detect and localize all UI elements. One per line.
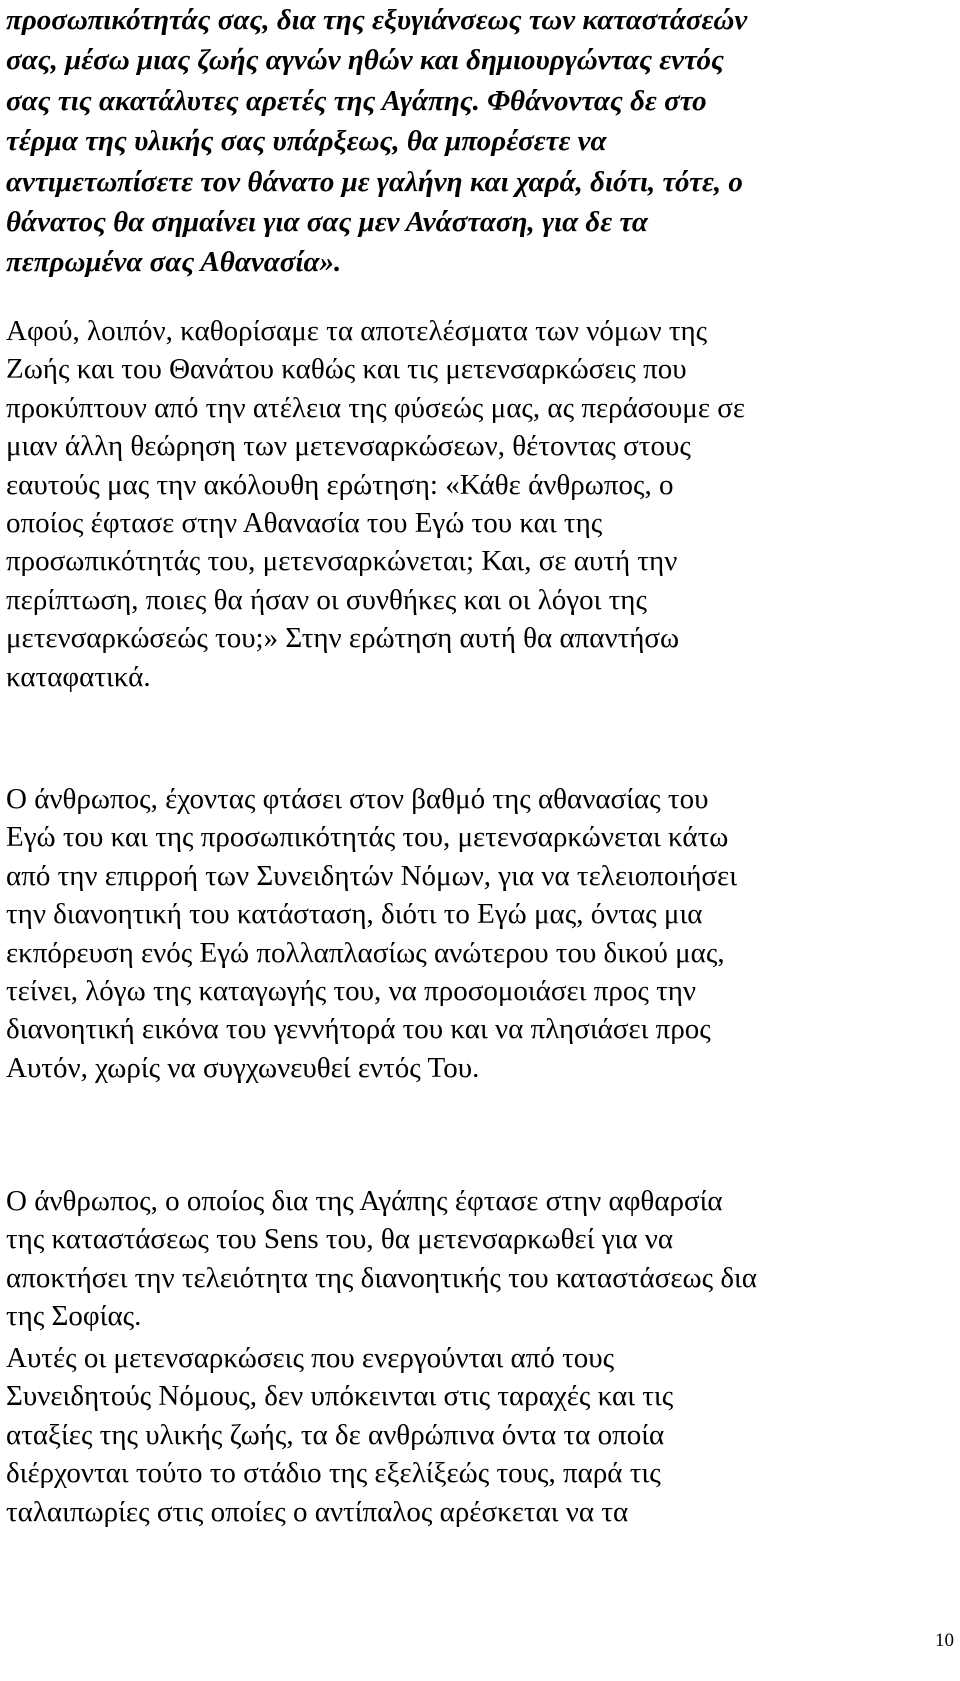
text-line: αταξίες της υλικής ζωής, τα δε ανθρώπινα όντα τα οποία: [6, 1418, 665, 1451]
text-line: Αυτόν, χωρίς να συγχωνευθεί εντός Του.: [6, 1051, 480, 1084]
text-line: Συνειδητούς Νόμους, δεν υπόκεινται στις ταραχές και τις: [6, 1380, 674, 1413]
text-line: οποίος έφτασε στην Αθανασία του Εγώ του και της: [6, 507, 603, 540]
text-line: ταλαιπωρίες στις οποίες ο αντίπαλος αρέσκεται να τα: [6, 1495, 629, 1528]
paragraph-italic-quote: [6, 0, 747, 283]
text-line: την διανοητική του κατάσταση, διότι το Εγώ μας, όντας μια: [6, 898, 703, 931]
text-line: αποκτήσει την τελειότητα της διανοητικής του καταστάσεως δια: [6, 1261, 757, 1294]
text-line: πεπρωμένα σας Αθανασία».: [6, 246, 342, 279]
text-line: σας τις ακατάλυτες αρετές της Αγάπης. Φθάνοντας δε στο: [6, 84, 707, 117]
text-line: της Σοφίας.: [6, 1300, 142, 1333]
text-line: Αυτές οι μετενσαρκώσεις που ενεργούνται από τους: [6, 1342, 615, 1374]
paragraph-5: [6, 1339, 673, 1531]
text-line: διέρχονται τούτο το στάδιο της εξελίξεώς τους, παρά τις: [6, 1457, 661, 1490]
text-line: Ο άνθρωπος, ο οποίος δια της Αγάπης έφτασε στην αφθαρσία: [6, 1185, 723, 1217]
page-number: 10: [935, 1630, 954, 1651]
text-line: από την επιρροή των Συνειδητών Νόμων, για να τελειοποιήσει: [6, 859, 738, 892]
text-line: προσωπικότητάς σας, δια της εξυγιάνσεως των καταστάσεών: [6, 4, 748, 36]
text-line: Ο άνθρωπος, έχοντας φτάσει στον βαθμό της αθανασίας του: [6, 783, 709, 815]
text-line: τείνει, λόγω της καταγωγής του, να προσομοιάσει προς την: [6, 975, 697, 1008]
text-line: αντιμετωπίσετε τον θάνατο με γαλήνη και χαρά, διότι, τότε, ο: [6, 165, 743, 198]
text-line: Ζωής και του Θανάτου καθώς και τις μετενσαρκώσεις που: [6, 353, 687, 386]
text-line: καταφατικά.: [6, 660, 151, 693]
paragraph-2: [6, 312, 745, 696]
text-line: περίπτωση, ποιες θα ήσαν οι συνθήκες και οι λόγοι της: [6, 583, 647, 616]
text-line: μετενσαρκώσεώς του;» Στην ερώτηση αυτή θα απαντήσω: [6, 622, 680, 655]
text-line: προκύπτουν από την ατέλεια της φύσεώς μας, ας περάσουμε σε: [6, 391, 746, 424]
text-line: εκπόρευση ενός Εγώ πολλαπλασίως ανώτερου του δικού μας,: [6, 936, 725, 969]
text-line: Εγώ του και της προσωπικότητάς του, μετενσαρκώνεται κάτω: [6, 821, 729, 854]
text-line: σας, μέσω μιας ζωής αγνών ηθών και δημιουργώντας εντός: [6, 44, 724, 77]
text-line: διανοητική εικόνα του γεννήτορά του και να πλησιάσει προς: [6, 1013, 711, 1046]
text-line: της καταστάσεως του Sens του, θα μετενσαρκωθεί για να: [6, 1223, 674, 1256]
text-line: τέρμα της υλικής σας υπάρξεως, θα μπορέσετε να: [6, 125, 607, 158]
text-line: προσωπικότητάς του, μετενσαρκώνεται; Και, σε αυτή την: [6, 545, 678, 578]
text-line: μιαν άλλη θεώρηση των μετενσαρκώσεων, θέτοντας στους: [6, 430, 691, 463]
text-line: θάνατος θα σημαίνει για σας μεν Ανάσταση, για δε τα: [6, 206, 648, 239]
paragraph-4: [6, 1182, 757, 1336]
paragraph-3: [6, 780, 737, 1087]
text-line: εαυτούς μας την ακόλουθη ερώτηση: «Κάθε άνθρωπος, ο: [6, 468, 674, 501]
text-line: Αφού, λοιπόν, καθορίσαμε τα αποτελέσματα των νόμων της: [6, 315, 708, 347]
